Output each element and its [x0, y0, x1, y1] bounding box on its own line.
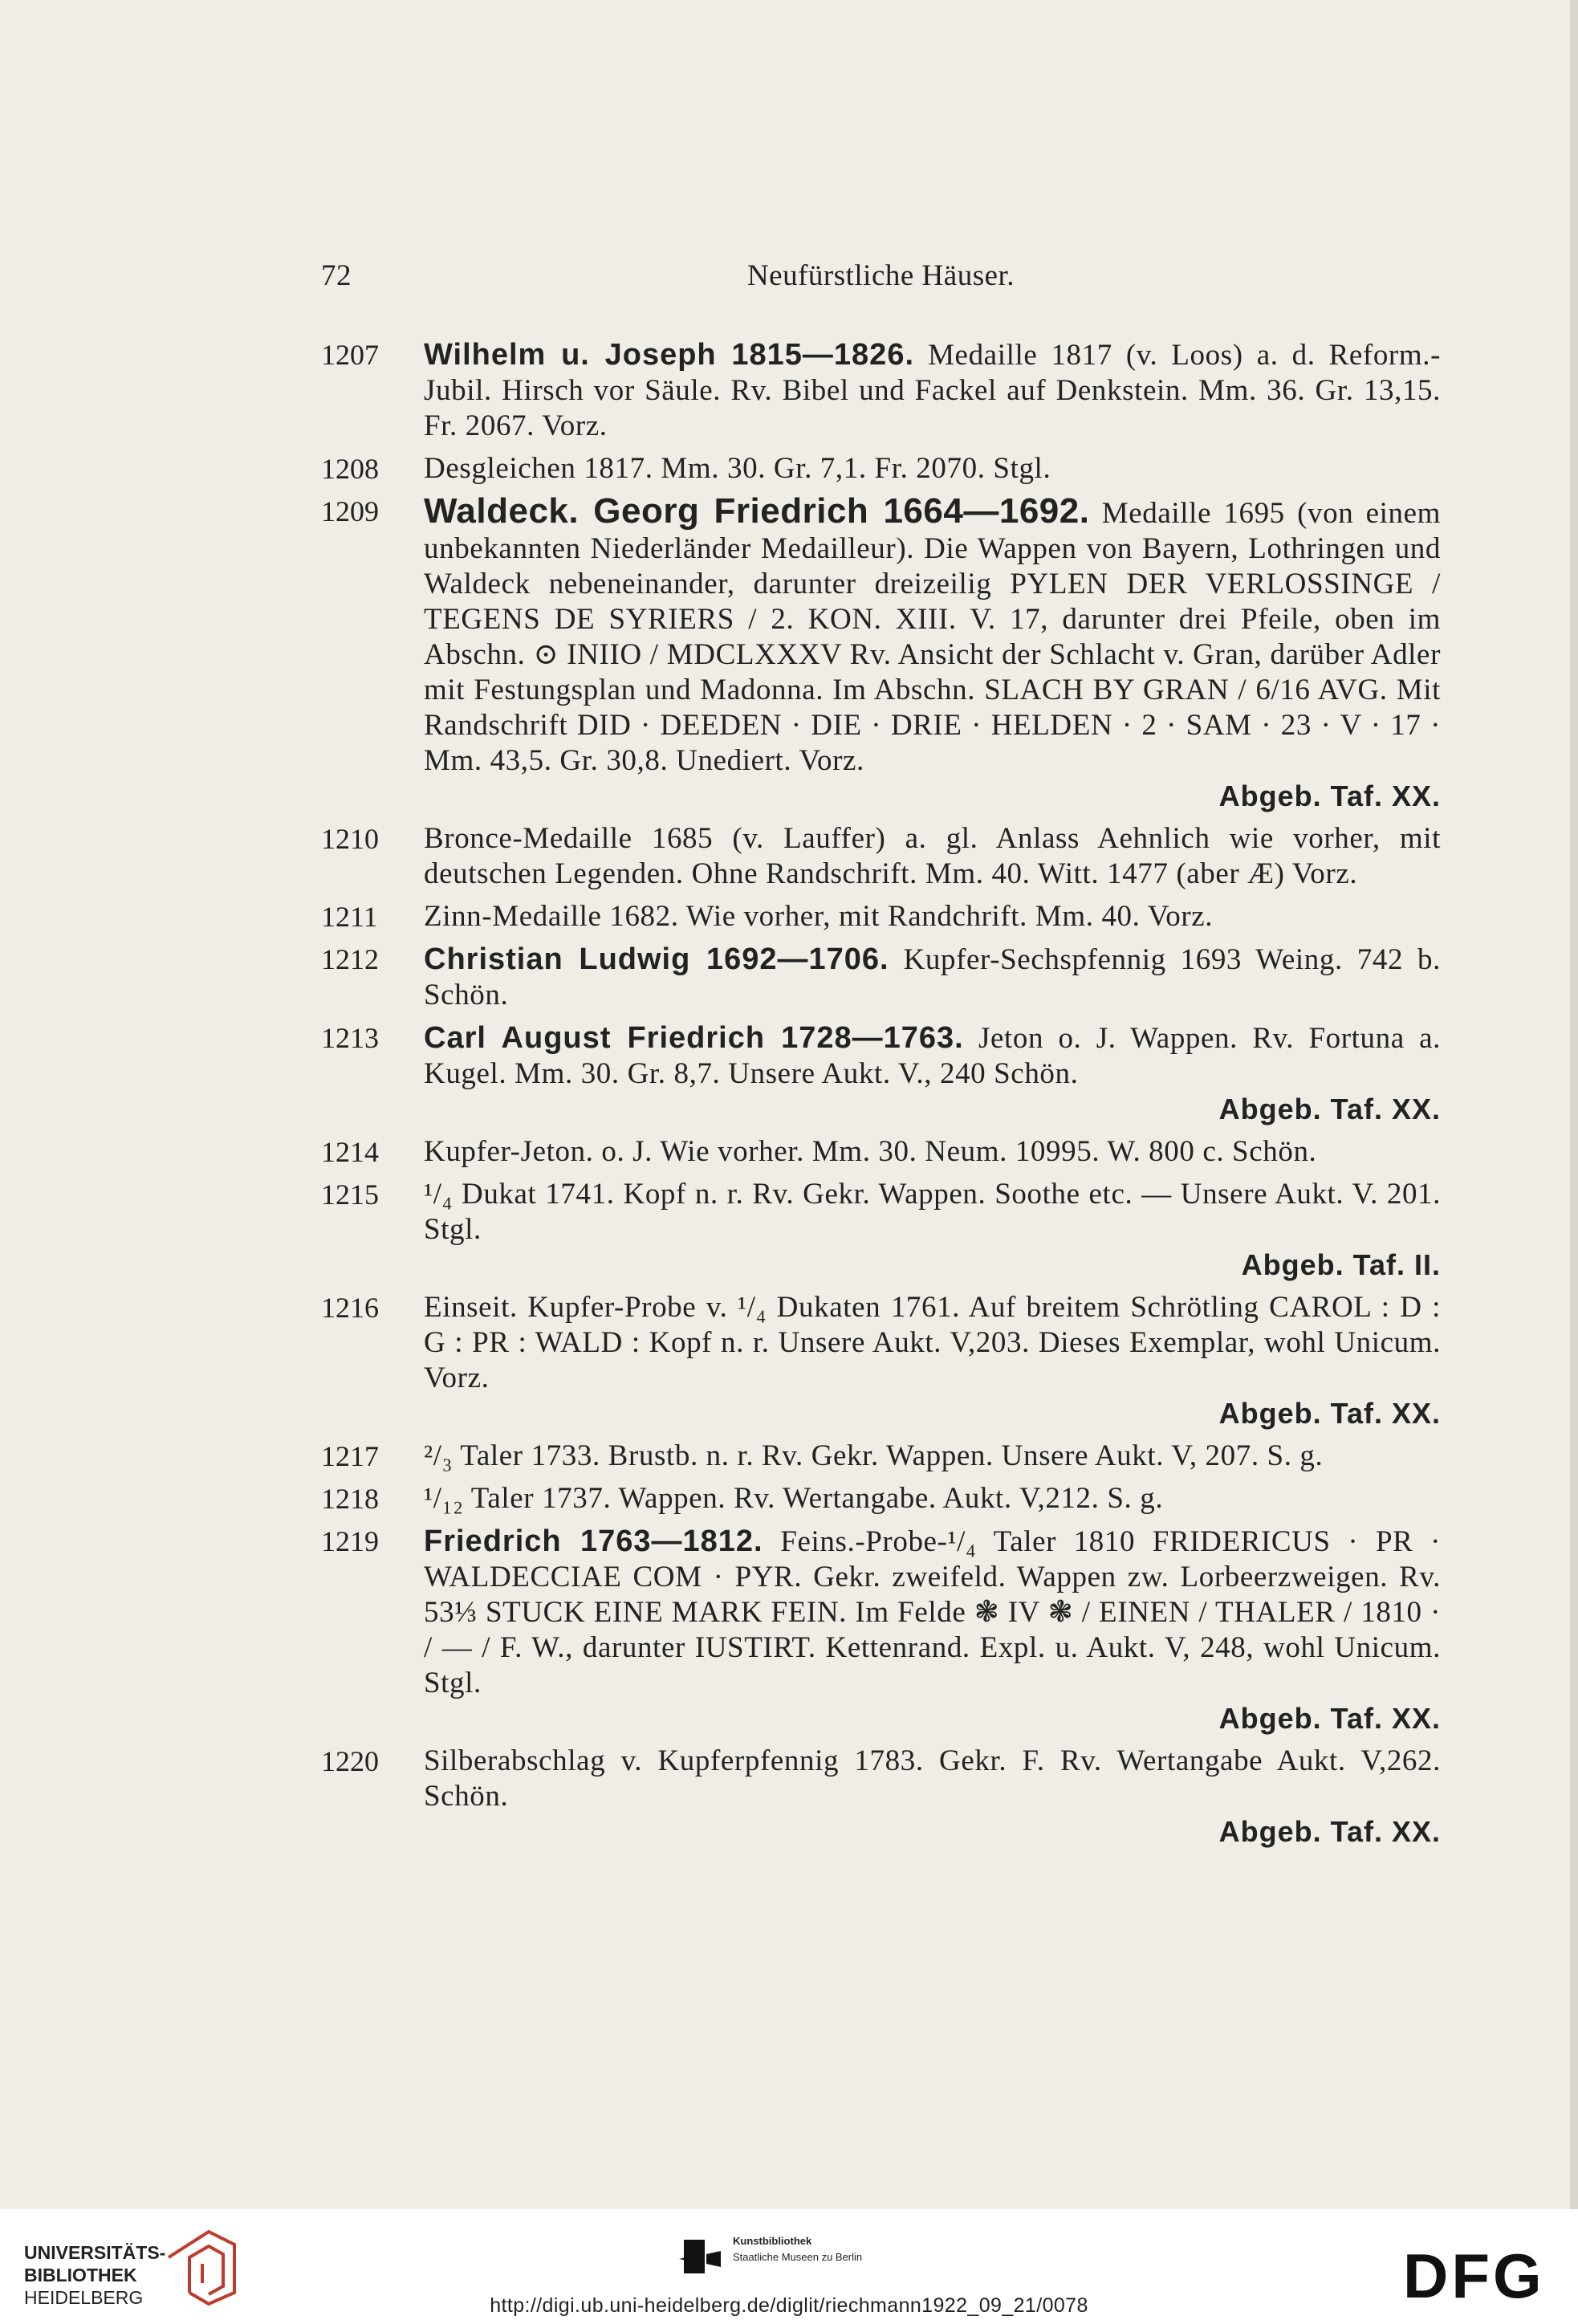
- entry-description: Medaille 1817 (v. Loos) a. d. Reform.-Jubil. Hirsch vor Säule. Rv. Bibel und Fackel auf Denkstein. Mm. 36. Gr. 13,15. Fr. 2067. Vorz.: [424, 339, 1441, 442]
- entry-number: 1209: [321, 495, 379, 527]
- plate-reference: Abgeb. Taf. II.: [1241, 1248, 1441, 1281]
- kb-line-1: Kunstbibliothek: [733, 2235, 812, 2247]
- page-header: [321, 258, 1441, 299]
- entry-text-block: [424, 1020, 1441, 1127]
- catalogue-entry: [321, 942, 1441, 1013]
- catalogue-entry: [321, 491, 1442, 814]
- entry-text-block: [424, 1439, 1441, 1474]
- entry-number: 1208: [321, 453, 379, 485]
- entry-description: Kupfer-Sechspfennig 1693 Weing. 742 b. Schön.: [424, 943, 1441, 1011]
- dfg-logo[interactable]: DFG: [1403, 2241, 1545, 2311]
- entry-text-block: [424, 899, 1441, 934]
- kunstbibliothek-name: [733, 2233, 862, 2265]
- entry-description: Bronce-Medaille 1685 (v. Lauffer) a. gl. Anlass Aehnlich wie vorher, mit deutschen Legenden. Ohne Randschrift. Mm. 40. Witt. 1477 (aber Æ) Vorz.: [424, 822, 1441, 890]
- kunstbibliothek-mark-icon: [674, 2235, 726, 2278]
- catalogue-entries: [321, 337, 1441, 1857]
- entry-description: Kupfer-Jeton. o. J. Wie vorher. Mm. 30. Neum. 10995. W. 800 c. Schön.: [424, 1135, 1317, 1168]
- entry-number: 1218: [321, 1483, 379, 1515]
- entry-description: ¹/₄ Dukat 1741. Kopf n. r. Rv. Gekr. Wappen. Soothe etc. — Unsere Aukt. V. 201. Stgl.: [424, 1178, 1441, 1246]
- library-mark-icon: [161, 2225, 241, 2306]
- kunstbibliothek-logo[interactable]: [674, 2227, 915, 2283]
- catalogue-entry: [321, 1177, 1441, 1283]
- entry-text-block: [424, 451, 1441, 486]
- catalogue-entry: [321, 899, 1441, 934]
- entry-text-block: [424, 1744, 1441, 1850]
- entry-number: 1207: [321, 339, 379, 371]
- catalogue-entry: [321, 1744, 1441, 1850]
- library-line-3: HEIDELBERG: [24, 2287, 144, 2308]
- library-line-2: BIBLIOTHEK: [24, 2265, 137, 2285]
- catalogue-entry: [321, 821, 1441, 892]
- entry-number: 1210: [321, 823, 379, 855]
- entry-number: 1211: [321, 901, 378, 933]
- scan-edge: [1570, 0, 1578, 2209]
- entry-title: Waldeck. Georg Friedrich 1664—1692.: [424, 491, 1090, 531]
- plate-reference: Abgeb. Taf. XX.: [1218, 1397, 1441, 1430]
- page-url[interactable]: http://digi.ub.uni-heidelberg.de/diglit/riechmann1922_09_21/0078: [490, 2294, 1088, 2317]
- entry-description: Silberabschlag v. Kupferpfennig 1783. Gekr. F. Rv. Wertangabe Aukt. V,262. Schön.: [424, 1744, 1441, 1813]
- entry-text-block: [424, 1290, 1441, 1431]
- entry-number: 1215: [321, 1178, 379, 1211]
- plate-reference: Abgeb. Taf. XX.: [1218, 779, 1441, 812]
- entry-description: Jeton o. J. Wappen. Rv. Fortuna a. Kugel. Mm. 30. Gr. 8,7. Unsere Aukt. V., 240 Schön.: [424, 1022, 1441, 1090]
- entry-number: 1220: [321, 1745, 379, 1777]
- entry-number: 1216: [321, 1292, 379, 1324]
- entry-text-block: [424, 1177, 1441, 1283]
- entry-title: Carl August Friedrich 1728—1763.: [424, 1021, 964, 1055]
- entry-text-block: [424, 821, 1441, 892]
- entry-text-block: [424, 1134, 1441, 1170]
- entry-text-block: [424, 1524, 1441, 1736]
- entry-description: Zinn-Medaille 1682. Wie vorher, mit Randchrift. Mm. 40. Vorz.: [424, 900, 1214, 933]
- entry-number: 1214: [321, 1136, 379, 1168]
- catalogue-entry: [321, 1481, 1441, 1516]
- entry-title: Friedrich 1763—1812.: [424, 1524, 763, 1558]
- entry-text-block: [424, 942, 1441, 1013]
- catalogue-entry: [321, 337, 1441, 444]
- entry-title: Christian Ludwig 1692—1706.: [424, 942, 889, 976]
- page-number: 72: [321, 259, 352, 292]
- kb-line-2: Staatliche Museen zu Berlin: [733, 2251, 863, 2263]
- entry-description: ¹/₁₂ Taler 1737. Wappen. Rv. Wertangabe. Aukt. V,212. S. g.: [424, 1482, 1164, 1515]
- plate-reference: Abgeb. Taf. XX.: [1218, 1815, 1441, 1848]
- entry-text-block: [424, 1481, 1441, 1516]
- entry-description: Einseit. Kupfer-Probe v. ¹/₄ Dukaten 1761. Auf breitem Schrötling CAROL : D : G : PR : WALD : Kopf n. r. Unsere Aukt. V,203. Dieses Exemplar, wohl Unicum. Vorz.: [424, 1291, 1441, 1394]
- entry-text-block: [424, 337, 1441, 444]
- entry-description: ²/₃ Taler 1733. Brustb. n. r. Rv. Gekr. Wappen. Unsere Aukt. V, 207. S. g.: [424, 1439, 1324, 1472]
- entry-number: 1212: [321, 943, 379, 975]
- catalogue-entry: [321, 1290, 1441, 1431]
- library-line-1: UNIVERSITÄTS-: [24, 2242, 166, 2263]
- catalogue-entry: [321, 451, 1441, 486]
- catalogue-entry: [321, 1439, 1441, 1474]
- entry-title: Wilhelm u. Joseph 1815—1826.: [424, 338, 915, 372]
- plate-reference: Abgeb. Taf. XX.: [1218, 1093, 1441, 1125]
- entry-text-block: [424, 491, 1442, 814]
- entry-description: Feins.-Probe-¹/₄ Taler 1810 FRIDERICUS · PR · WALDECCIAE COM · PYR. Gekr. zweifeld. Wappen zw. Lorbeerzweigen. Rv. 53⅓ STUCK EINE MARK FEIN. Im Felde ❃ IV ❃ / EINEN / THALER / 1810 · / — / F. W., darunter IUSTIRT. Kettenrand. Expl. u. Aukt. V, 248, wohl Unicum. Stgl.: [424, 1525, 1441, 1699]
- catalogue-entry: [321, 1020, 1441, 1127]
- plate-reference: Abgeb. Taf. XX.: [1218, 1702, 1441, 1735]
- entry-number: 1213: [321, 1022, 379, 1054]
- entry-description: Desgleichen 1817. Mm. 30. Gr. 7,1. Fr. 2070. Stgl.: [424, 452, 1051, 485]
- running-title: Neufürstliche Häuser.: [746, 259, 1015, 292]
- catalogue-entry: [321, 1134, 1441, 1170]
- entry-number: 1219: [321, 1525, 379, 1557]
- catalogue-entry: [321, 1524, 1441, 1736]
- entry-description: Medaille 1695 (von einem unbekannten Niederländer Medailleur). Die Wappen von Bayern, Lothringen und Waldeck nebeneinander, darunter dreizeilig PYLEN DER VERLOSSINGE / TEGENS DE SYRIERS / 2. KON. XIII. V. 17, darunter drei Pfeile, oben im Abschn. ⊙ INIIO / MDCLXXXV Rv. Ansicht der Schlacht v. Gran, darüber Adler mit Festungsplan und Madonna. Im Abschn. SLACH BY GRAN / 6/16 AVG. Mit Randschrift DID · DEEDEN · DIE · DRIE · HELDEN · 2 · SAM · 23 · V · 17 · Mm. 43,5. Gr. 30,8. Unediert. Vorz.: [424, 497, 1442, 777]
- entry-number: 1217: [321, 1440, 379, 1472]
